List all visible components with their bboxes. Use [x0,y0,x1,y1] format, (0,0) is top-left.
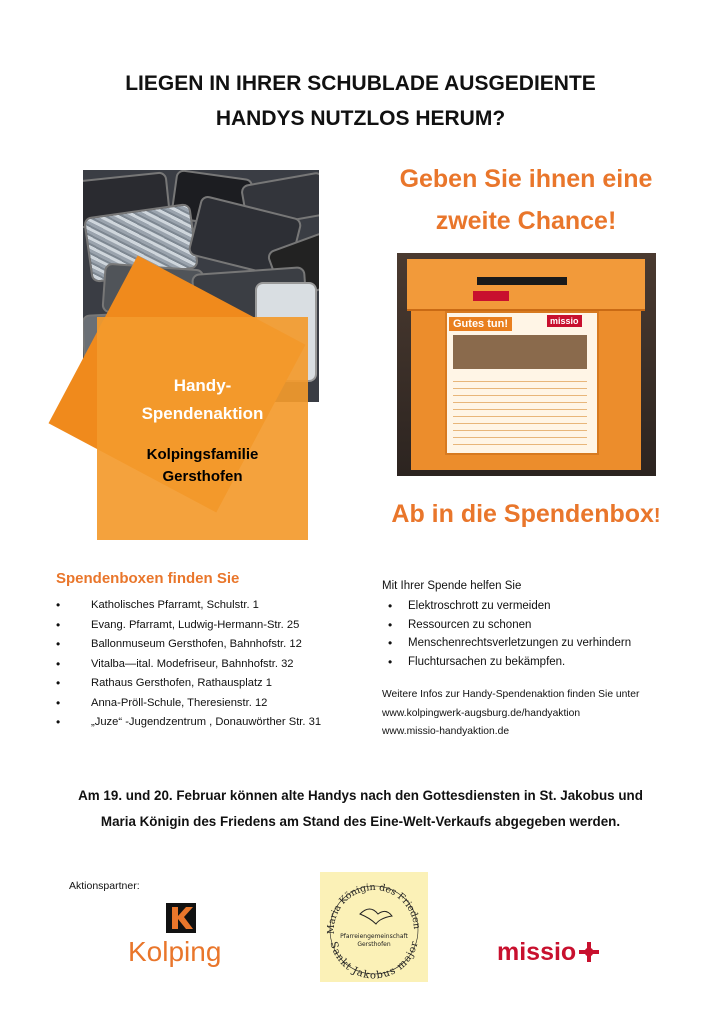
second-chance-line-1: Geben Sie ihnen eine [399,165,653,193]
organizer-line-2: Gersthofen [162,468,243,485]
location-item: • Anna-Pröll-Schule, Theresienstr. 12 [56,694,366,714]
announcement-line-1: Am 19. und 20. Februar können alte Handys nach den Gottesdiensten in St. Jakobus und [78,788,643,803]
missio-cross-icon [578,939,600,961]
help-list [382,597,702,671]
parish-seal [320,872,428,982]
kolping-k-icon [166,903,196,933]
locations-title: Spendenboxen finden Sie [56,570,240,587]
donation-box-photo [397,253,656,476]
spendenbox-text: Ab in die Spendenbox [391,500,654,528]
organizer-name [97,444,308,488]
second-chance-heading [376,158,676,242]
more-info [382,686,702,742]
box-picture [453,335,587,369]
kolpingwerk-link[interactable]: www.kolpingwerk-augsburg.de/handyaktion [382,707,581,719]
missio-link[interactable]: www.missio-handyaktion.de [382,726,510,737]
seal-top-text: Maria Königin des Frieden [325,881,423,935]
help-title: Mit Ihrer Spende helfen Sie [382,580,522,592]
missio-logo [497,936,600,968]
organizer-line-1: Kolpingsfamilie [146,446,259,463]
more-info-text: Weitere Infos zur Handy-Spendenaktion finden Sie unter [382,689,640,700]
spendenbox-heading [376,496,676,534]
location-item: • Ballonmuseum Gersthofen, Bahnhofstr. 12 [56,635,366,655]
collection-announcement [40,783,681,835]
seal-center-line-1: Pfarreiengemeinschaft [340,933,408,940]
help-item: • Ressourcen zu schonen [382,616,702,635]
announcement-line-2: Maria Königin des Friedens am Stand des Eine-Welt-Verkaufs abgegeben werden. [100,814,621,829]
headline-line-2: HANDYS NUTZLOS HERUM? [215,107,506,130]
location-item: • Evang. Pfarramt, Ludwig-Hermann-Str. 25 [56,616,366,636]
headline-line-1: LIEGEN IN IHRER SCHUBLADE AUSGEDIENTE [125,72,596,95]
locations-list [56,596,366,733]
seal-bottom-text: Sankt Jakobus major [327,940,421,982]
second-chance-line-2: zweite Chance! [435,207,617,235]
box-lid [407,259,645,311]
box-text-lines [453,375,587,445]
location-item: • Vitalba—ital. Modefriseur, Bahnhofstr. 32 [56,655,366,675]
partners-label: Aktionspartner: [69,880,140,892]
help-item: • Menschenrechtsverletzungen zu verhindern [382,634,702,653]
box-label: Gutes tun! [449,317,512,331]
campaign-title-line-2: Spendenaktion [141,404,264,423]
box-brand: missio [547,315,582,327]
orange-square-shape [97,317,308,540]
location-item: • „Juze“ -Jugendzentrum , Donauwörther Str. 31 [56,713,366,733]
spendenbox-mark: ! [653,505,661,527]
campaign-title-line-1: Handy- [173,376,232,395]
help-item: • Elektroschrott zu vermeiden [382,597,702,616]
missio-logo-text: missio [497,938,577,966]
headline [0,66,721,136]
seal-center-line-2: Gersthofen [357,941,391,948]
help-item: • Fluchtursachen zu bekämpfen. [382,653,702,672]
kolping-logo-text: Kolping [128,936,222,967]
location-item: • Katholisches Pfarramt, Schulstr. 1 [56,596,366,616]
campaign-title [97,372,308,428]
svg-text:Maria Königin des Friedens [320,872,422,934]
location-item: • Rathaus Gersthofen, Rathausplatz 1 [56,674,366,694]
